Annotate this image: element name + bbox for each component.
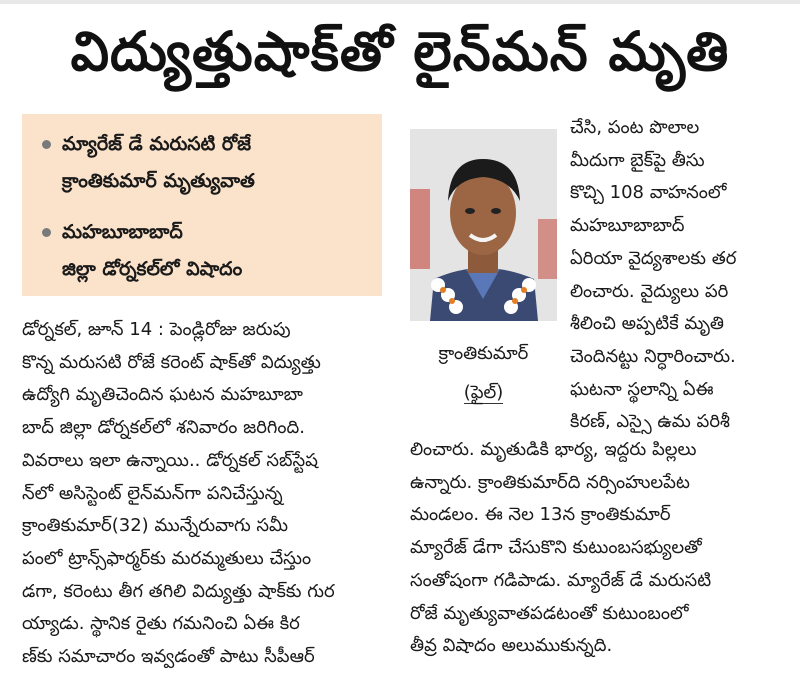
person-portrait-icon	[410, 129, 557, 321]
bullet-icon	[42, 228, 51, 237]
photo-caption-note-text: (ఫైల్)	[463, 382, 504, 403]
headline: విద్యుత్తుషాక్‌తో లైన్‌మన్ మృతి	[70, 20, 730, 83]
article-column-1: డోర్నకల్, జూన్ 14 : పెండ్లిరోజు జరుపు కొన్న మరుసటి రోజే కరెంట్ షాక్‌తో విద్యుత్తు ఉద్యోగి మృతిచెందిన ఘటన మహబూబా బాద్ జిల్లా డోర్నకల్‌లో శనివారం జరిగింది. వివరాలు ఇలా ఉన్నాయి.. డోర్నకల్ సబ్‌స్టేష న్‌లో అసిస్టెంట్ లైన్‌మన్‌గా పనిచేస్తున్న క్రాంతికుమార్(32) మున్నేరువాగు సమీ పంలో ట్రాన్స్‌ఫార్మర్‌కు మరమ్మతులు చేస్తుం డగా, కరెంటు తీగ తగిలి విద్యుత్తు షాక్‌కు గుర య్యాడు. స్థానిక రైతు గమనించి ఏఈ కిర ణ్‌కు సమాచారం ఇవ్వడంతో పాటు సీపీఆర్	[22, 319, 335, 668]
photo-caption-name: క్రాంతికుమార్	[438, 343, 529, 364]
portrait-photo	[410, 129, 557, 321]
photo-caption-note	[410, 375, 557, 411]
article-column-3: చేసి, పంట పొలాల మీదుగా బైక్‌పై తీసు కొచ్చి 108 వాహనంలో మహబూబాబాద్ ఏరియా వైద్యశాలకు తర లించారు. వైద్యులు పరి శీలించి అప్పటికే మృతి చెందినట్టు నిర్ధారించారు. ఘటనా స్థలాన్ని ఏఈ కిరణ్, ఎస్సై ఉమ పరిశీ	[570, 117, 737, 433]
highlight-text: మ్యారేజ్ డే మరుసటి రోజే క్రాంతికుమార్ మృత్యువాత	[62, 133, 255, 192]
highlight-text: మహబూబాబాద్ జిల్లా డోర్నకల్‌లో విషాదం	[62, 221, 243, 280]
bullet-icon	[42, 140, 51, 149]
highlight-item	[42, 126, 372, 200]
highlights-box	[22, 114, 382, 296]
article-column-2: లించారు. మృతుడికి భార్య, ఇద్దరు పిల్లలు ఉన్నారు. క్రాంతికుమార్‌ది నర్సింహులపేట మండలం. ఈ నెల 13న క్రాంతికుమార్ మ్యారేజ్ డేగా చేసుకొని కుటుంబసభ్యులతో సంతోషంగా గడిపాడు. మ్యారేజ్ డే మరుసటి రోజే మృత్యువాతపడటంతో కుటుంబంలో తీవ్ర విషాదం అలుముకున్నది.	[410, 439, 712, 657]
highlight-item	[42, 214, 372, 288]
top-rule	[0, 0, 800, 4]
